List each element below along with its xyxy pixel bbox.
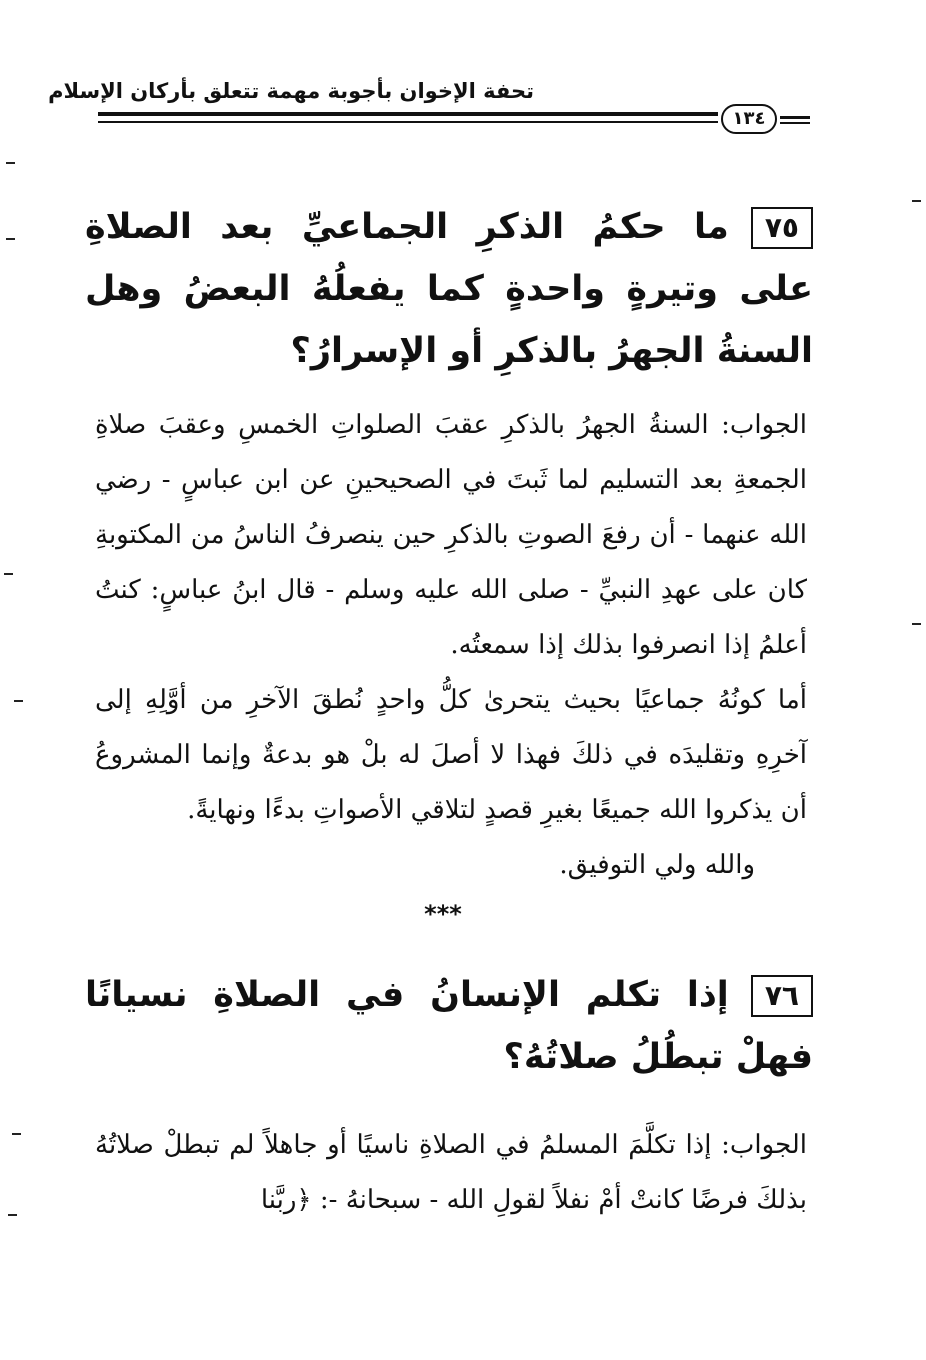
answer-75: [95, 398, 807, 893]
question-75: [85, 196, 813, 382]
question-76-text: إذا تكلم الإنسانُ في الصلاةِ نسيانًا فهلْ تبطُلُ صلاتُهُ؟: [85, 975, 813, 1077]
answer-76-paragraph-1: الجواب: إذا تكلَّمَ المسلمُ في الصلاةِ ناسيًا أو جاهلاً لم تبطلْ صلاتُهُ بذلكَ فرضًا كانتْ أمْ نفلاً لقولِ الله - سبحانهُ -: ﴿ربَّنا: [95, 1130, 807, 1215]
page-number-badge: ١٣٤: [721, 104, 777, 134]
scan-edge-mark: [4, 573, 13, 575]
header-rule-thin: [98, 121, 718, 123]
scan-edge-mark: [6, 162, 15, 164]
question-76: [85, 964, 813, 1088]
scan-edge-mark: [912, 623, 921, 625]
header-rule-thick: [98, 112, 718, 116]
scan-edge-mark: [8, 1214, 17, 1216]
question-75-number-box: ٧٥: [751, 207, 813, 249]
question-75-text: ما حكمُ الذكرِ الجماعيِّ بعد الصلاةِ على وتيرةٍ واحدةٍ كما يفعلُهُ البعضُ وهل السنةُ الجهرُ بالذكرِ أو الإسرارُ؟: [85, 207, 813, 371]
answer-75-paragraph-1: الجواب: السنةُ الجهرُ بالذكرِ عقبَ الصلواتِ الخمسِ وعقبَ صلاةِ الجمعةِ بعد التسليم لما ثَبتَ في الصحيحينِ عن ابن عباسٍ - رضي الله عنهما - أن رفعَ الصوتِ بالذكرِ حين ينصرفُ الناسُ من المكتوبةِ كان على عهدِ النبيِّ - صلى الله عليه وسلم - قال ابنُ عباسٍ: كنتُ أعلمُ إذا انصرفوا بذلك إذا سمعتُه.: [95, 410, 807, 660]
answer-75-closing: والله ولي التوفيق.: [559, 850, 755, 880]
header-rule-right-thin: [780, 122, 810, 124]
answer-76: [95, 1118, 807, 1228]
question-76-number-box: ٧٦: [751, 975, 813, 1017]
running-header-title: تحفة الإخوان بأجوبة مهمة تتعلق بأركان الإسلام: [48, 79, 534, 103]
scan-edge-mark: [12, 1133, 21, 1135]
header-rule-right-thick: [780, 116, 810, 119]
section-separator: ***: [424, 900, 462, 928]
scan-edge-mark: [912, 200, 921, 202]
scan-edge-mark: [6, 238, 15, 240]
scan-edge-mark: [14, 700, 23, 702]
answer-75-paragraph-2: أما كونُهُ جماعيًا بحيث يتحرىٰ كلُّ واحدٍ نُطقَ الآخرِ من أوَّلِهِ إلى آخرِهِ وتقليدَه في ذلكَ فهذا لا أصلَ له بلْ هو بدعةٌ وإنما المشروعُ أن يذكروا الله جميعًا بغيرِ قصدٍ لتلاقي الأصواتِ بدءًا ونهايةً.: [95, 685, 807, 825]
